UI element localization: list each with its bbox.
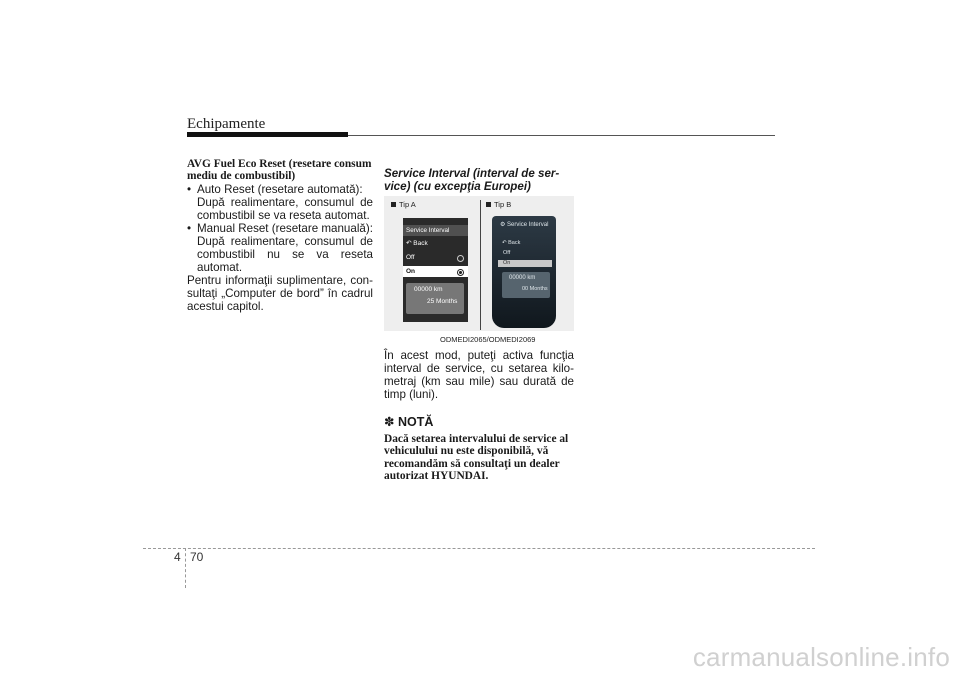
back-arrow-icon: ↶ <box>406 240 414 247</box>
bullet-desc: După realimentare, consumul de combustibil nu se va reseta automat. <box>197 234 373 274</box>
gear-icon: ⚙ <box>500 222 508 228</box>
service-interval-heading: Service Interval (interval de ser- vice) (cu excepţia Europei) <box>384 167 560 193</box>
mode-paragraph: În acest mod, puteţi activa funcţia interval de service, cu setarea kilo- metraj (km sau mile) sau durată de timp (luni). <box>384 349 574 401</box>
section-title: Echipamente <box>187 116 266 132</box>
bullet-label: Manual Reset (resetare manuală): <box>197 221 373 235</box>
bullet-label: Auto Reset (resetare automată): <box>197 182 363 196</box>
left-column <box>187 158 373 313</box>
footer-divider <box>185 548 186 588</box>
screen-b-off: Off <box>503 250 511 256</box>
back-arrow-icon: ↶ <box>502 240 509 246</box>
bullet-dot: • <box>187 221 192 235</box>
footer-rule <box>143 548 815 549</box>
header-rule-thick <box>187 132 348 137</box>
figure-code: ODMEDI2065/ODMEDI2069 <box>440 335 536 344</box>
screen-a-km: 00000 km <box>414 286 443 293</box>
fuel-eco-heading: AVG Fuel Eco Reset (resetare consum mediu de combustibil) <box>187 158 372 183</box>
header-rule-thin <box>348 135 775 136</box>
bullet-dot: • <box>187 182 192 196</box>
square-icon <box>486 202 491 207</box>
tip-b-label: Tip B <box>486 200 511 209</box>
bullet-desc: După realimentare, consumul de combustibil se va reseta automat. <box>197 195 373 222</box>
chapter-number: 4 <box>174 550 181 564</box>
screen-a-title: Service Interval <box>403 225 468 236</box>
screen-b-back: ↶ Back <box>502 240 521 246</box>
screen-b-title: ⚙ Service Interval <box>500 222 549 228</box>
tip-a-label: Tip A <box>391 200 416 209</box>
watermark: carmanualsonline.info <box>692 642 950 672</box>
screen-a-on: On <box>403 266 468 277</box>
page-number: 70 <box>190 550 204 564</box>
screen-a-off: Off <box>403 252 468 263</box>
note-body: Dacă setarea intervalului de service al vehiculului nu este disponibilă, vă recomandăm să consultaţi un dealer autorizat HYUNDAI. <box>384 433 569 483</box>
info-paragraph: Pentru informaţii suplimentare, con- sultaţi „Computer de bord” în cadrul acestui capitol. <box>187 273 373 313</box>
square-icon <box>391 202 396 207</box>
figure-divider <box>480 200 481 330</box>
screen-b-km: 00000 km <box>509 275 536 281</box>
radio-checked-icon <box>457 269 464 276</box>
note-title: ✽ NOTĂ <box>384 415 434 429</box>
radio-empty-icon <box>457 255 464 262</box>
list-item <box>187 183 373 196</box>
screen-b-months: 00 Months <box>522 286 548 292</box>
screen-a-back: ↶ Back <box>406 240 428 247</box>
list-item <box>187 222 373 235</box>
screen-a-months: 25 Months <box>427 298 458 305</box>
screen-b-on: On <box>503 260 511 266</box>
